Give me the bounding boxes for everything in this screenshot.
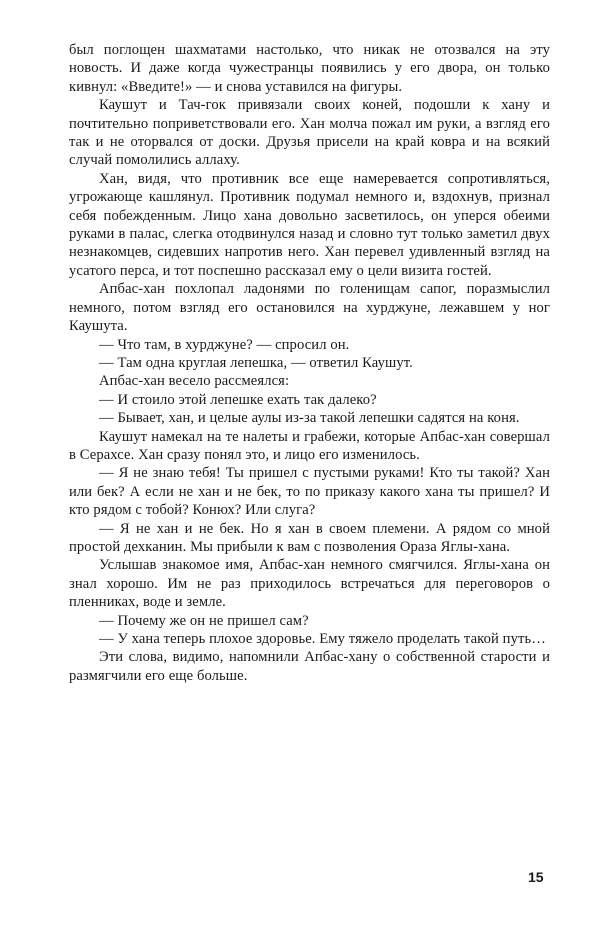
dialogue-line: — Я не хан и не бек. Но я хан в своем племени. А рядом со мной простой дехканин. Мы прибыли к вам с позволения Ораза Яглы-хана. xyxy=(69,520,550,555)
page-number: 15 xyxy=(528,869,544,885)
paragraph: Апбас-хан весело рассмеялся: xyxy=(99,373,290,390)
dialogue-line: — Там одна круглая лепешка, — ответил Каушут. xyxy=(99,354,413,371)
paragraph: Хан, видя, что противник все еще намеревается сопротивляться, угрожающе кашлянул. Противник подумал немного и, вздохнув, признал себя побежденным. Лицо хана довольно засветилось, он уперся обеими руками в палас, слегка отодвинулся назад и словно тут только заметил двух незнакомцев, сидевших напротив него. Хан перевел удивленный взгляд на усатого перса, и тот поспешно рассказал ему о цели визита гостей. xyxy=(69,170,550,279)
text-column xyxy=(69,41,550,685)
paragraph: Апбас-хан похлопал ладонями по голенищам сапог, поразмыслил немного, потом взгляд его остановился на хурджуне, лежавшем у ног Каушута. xyxy=(69,281,550,335)
dialogue-line: — Почему же он не пришел сам? xyxy=(99,612,309,629)
paragraph: Эти слова, видимо, напомнили Апбас-хану о собственной старости и размягчили его еще больше. xyxy=(69,649,550,684)
dialogue-line: — Я не знаю тебя! Ты пришел с пустыми руками! Кто ты такой? Хан или бек? А если не хан и не бек, то по приказу какого хана ты пришел? И кто рядом с тобой? Конюх? Или слуга? xyxy=(69,465,550,519)
paragraph: был поглощен шахматами настолько, что никак не отозвался на эту новость. И даже когда чужестранцы появились у его двора, он только кивнул: «Введите!» — и снова уставился на фигуры. xyxy=(69,42,550,95)
dialogue-line: — Бывает, хан, и целые аулы из-за такой лепешки садятся на коня. xyxy=(99,410,520,427)
paragraph: Каушут и Тач-гок привязали своих коней, подошли к хану и почтительно поприветствовали его. Хан молча пожал им руки, а взгляд его так и не оторвался от доски. Друзья присели на край ковра и на всякий случай помолились аллаху. xyxy=(69,97,550,169)
dialogue-line: — У хана теперь плохое здоровье. Ему тяжело проделать такой путь… xyxy=(99,631,546,647)
dialogue-line: — Что там, в хурджуне? — спросил он. xyxy=(99,336,350,353)
dialogue-line: — И стоило этой лепешке ехать так далеко? xyxy=(99,391,377,408)
paragraph: Каушут намекал на те налеты и грабежи, которые Апбас-хан совершал в Серахсе. Хан сразу понял это, и лицо его изменилось. xyxy=(69,428,550,463)
paragraph: Услышав знакомое имя, Апбас-хан немного смягчился. Яглы-хана он знал хорошо. Им не раз приходилось встречаться для переговоров о пленниках, воде и земле. xyxy=(69,557,550,611)
